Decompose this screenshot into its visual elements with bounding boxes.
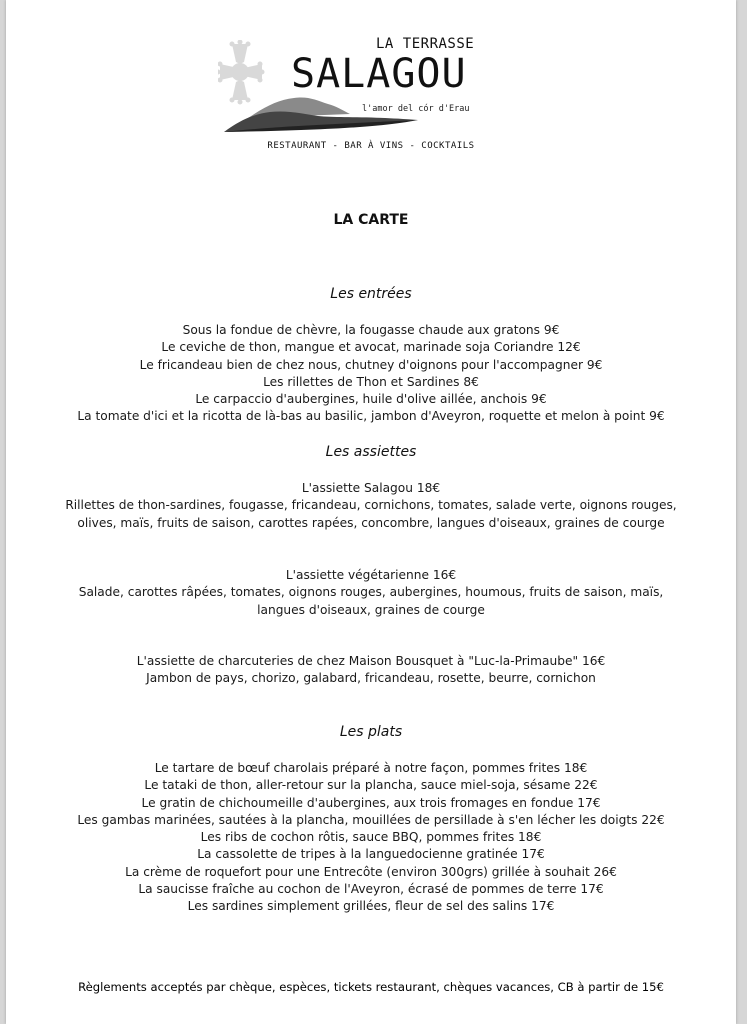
menu-item: Les gambas marinées, sautées à la plancha, mouillées de persillade à s'en lécher les doigts 22€ [77, 812, 665, 827]
section-title-plats: Les plats [339, 724, 403, 740]
menu-item-desc: Rillettes de thon-sardines, fougasse, fricandeau, cornichons, tomates, salade verte, oignons rouges, [65, 498, 677, 513]
menu-item: Les rillettes de Thon et Sardines 8€ [263, 374, 479, 389]
menu-item: Le fricandeau bien de chez nous, chutney d'oignons pour l'accompagner 9€ [139, 357, 603, 372]
menu-item: Le tataki de thon, aller-retour sur la plancha, sauce miel-soja, sésame 22€ [144, 778, 598, 793]
menu-item: Les sardines simplement grillées, fleur de sel des salins 17€ [187, 899, 555, 914]
menu-item: La cassolette de tripes à la languedocienne gratinée 17€ [197, 847, 545, 862]
menu-item: Les ribs de cochon rôtis, sauce BBQ, pommes frites 18€ [200, 830, 542, 845]
entrees-list [6, 322, 736, 426]
menu-item-name: L'assiette de charcuteries de chez Maison Bousquet à "Luc-la-Primaube" 16€ [136, 654, 606, 668]
assiette-salagou [6, 480, 736, 532]
section-title-assiettes: Les assiettes [325, 444, 417, 460]
menu-item-name: L'assiette Salagou 18€ [301, 481, 441, 495]
logo-name: SALAGOU [291, 51, 467, 97]
menu-item: Sous la fondue de chèvre, la fougasse chaude aux gratons 9€ [182, 323, 560, 337]
tagline: RESTAURANT - BAR À VINS - COCKTAILS [267, 141, 475, 151]
menu-item: Le tartare de bœuf charolais préparé à notre façon, pommes frites 18€ [154, 761, 588, 775]
menu-item: Le carpaccio d'aubergines, huile d'olive aillée, anchois 9€ [195, 392, 547, 407]
menu-item-desc: Jambon de pays, chorizo, galabard, fricandeau, rosette, beurre, cornichon [146, 671, 596, 686]
assiette-vegetarienne [6, 567, 736, 619]
assiette-charcuteries [6, 653, 736, 688]
plats-list [6, 760, 736, 916]
menu-item-desc: langues d'oiseaux, graines de courge [257, 602, 485, 617]
menu-item-desc: Salade, carottes râpées, tomates, oignons rouges, aubergines, houmous, fruits de saison, maïs, [78, 585, 664, 600]
menu-item: Le ceviche de thon, mangue et avocat, marinade soja Coriandre 12€ [161, 340, 581, 355]
menu-item: La tomate d'ici et la ricotta de là-bas au basilic, jambon d'Aveyron, roquette et melon à point 9€ [77, 409, 665, 424]
menu-item: La crème de roquefort pour une Entrecôte (environ 300grs) grillée à souhait 26€ [125, 864, 617, 879]
restaurant-logo [218, 36, 518, 136]
logo-subtitle: LA TERRASSE [376, 36, 475, 52]
section-title-entrees: Les entrées [330, 286, 412, 302]
logo-motto: l'amor del cór d'Erau [362, 104, 470, 114]
menu-page [6, 0, 736, 1024]
menu-item: La saucisse fraîche au cochon de l'Aveyron, écrasé de pommes de terre 17€ [138, 882, 604, 897]
payment-info: Règlements acceptés par chèque, espèces, tickets restaurant, chèques vacances, CB à partir de 15€ [78, 980, 664, 994]
page-title: LA CARTE [333, 212, 409, 228]
menu-item: Le gratin de chichoumeille d'aubergines, aux trois fromages en fondue 17€ [141, 795, 601, 810]
menu-item-desc: olives, maïs, fruits de saison, carottes rapées, concombre, langues d'oiseaux, graines de courge [77, 515, 665, 530]
menu-item-name: L'assiette végétarienne 16€ [285, 568, 457, 582]
